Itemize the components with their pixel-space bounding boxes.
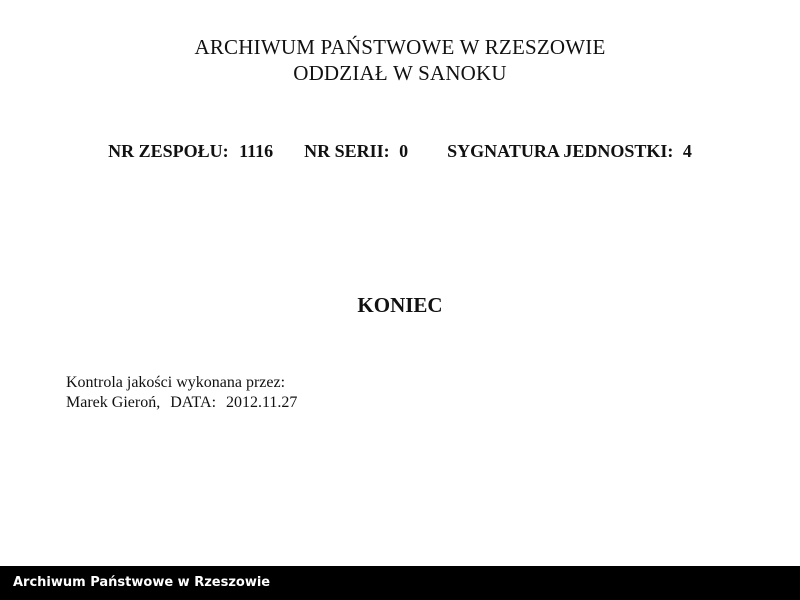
archive-branch: ODDZIAŁ W SANOKU (293, 61, 507, 85)
signature-value: 4 (682, 141, 692, 161)
series-value: 0 (399, 141, 409, 161)
end-title: KONIEC (357, 293, 443, 317)
footer-text: Archiwum Państwowe w Rzeszowie (13, 575, 271, 590)
series-label: NR SERII: (304, 141, 390, 161)
quality-control (66, 373, 297, 413)
fond-label: NR ZESPOŁU: (108, 141, 229, 161)
date-value: 2012.11.27 (226, 394, 298, 411)
quality-control-label: Kontrola jakości wykonana przez: (66, 374, 286, 391)
unit-identifiers (0, 141, 800, 162)
footer-bar (0, 566, 800, 600)
signature-label: SYGNATURA JEDNOSTKI: (447, 141, 674, 161)
archive-header (0, 34, 800, 86)
fond-value: 1116 (239, 141, 274, 161)
inspector-name: Marek Gieroń, (66, 394, 161, 411)
date-label: DATA: (170, 394, 217, 411)
archive-name: ARCHIWUM PAŃSTWOWE W RZESZOWIE (194, 35, 606, 59)
quality-control-details (66, 393, 297, 413)
